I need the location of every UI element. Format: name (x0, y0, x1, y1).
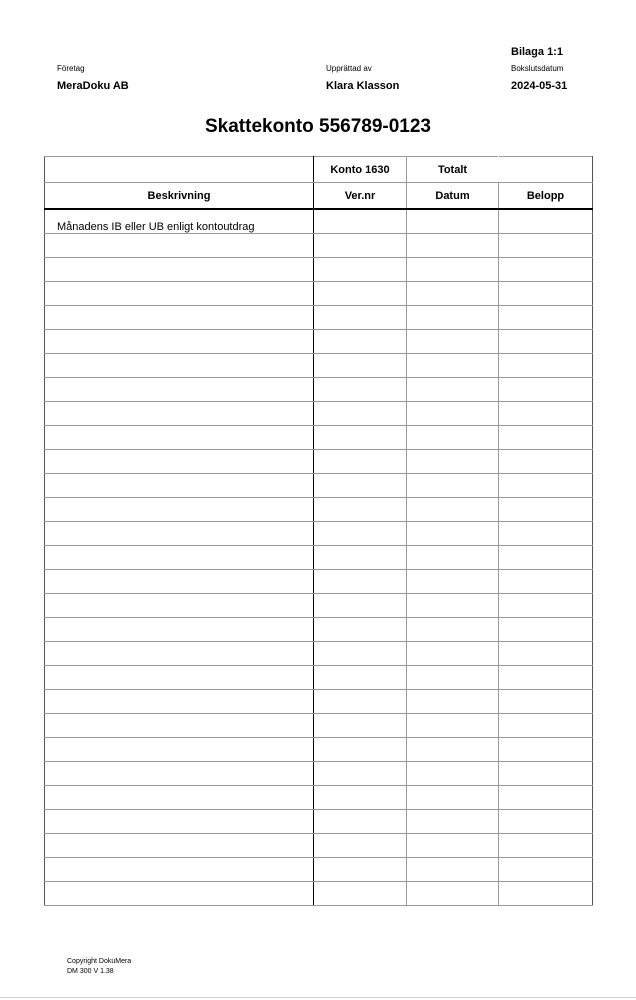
footer-copyright: Copyright DokuMera (67, 958, 132, 965)
date-cell[interactable] (407, 474, 499, 498)
column-header-amount: Belopp (499, 183, 593, 210)
voucher-cell[interactable] (314, 258, 407, 282)
amount-cell[interactable] (499, 522, 593, 546)
description-cell[interactable] (45, 258, 314, 282)
voucher-cell[interactable] (314, 882, 407, 906)
voucher-cell[interactable] (314, 642, 407, 666)
voucher-cell[interactable] (314, 306, 407, 330)
description-cell[interactable] (45, 834, 314, 858)
date-cell[interactable] (407, 762, 499, 786)
description-cell[interactable] (45, 714, 314, 738)
table-row (45, 258, 593, 282)
voucher-cell[interactable] (314, 594, 407, 618)
table-row (45, 378, 593, 402)
voucher-cell[interactable] (314, 738, 407, 762)
table-row (45, 354, 593, 378)
table-row (45, 618, 593, 642)
description-cell[interactable] (45, 810, 314, 834)
voucher-cell[interactable] (314, 666, 407, 690)
amount-cell[interactable] (499, 642, 593, 666)
amount-cell[interactable] (499, 498, 593, 522)
table-row (45, 450, 593, 474)
amount-cell[interactable] (499, 738, 593, 762)
table-row (45, 474, 593, 498)
amount-cell[interactable] (499, 306, 593, 330)
description-cell[interactable] (45, 690, 314, 714)
amount-cell[interactable] (499, 354, 593, 378)
description-cell[interactable]: Månadens IB eller UB enligt kontoutdrag (45, 209, 314, 234)
column-header-voucher: Ver.nr (314, 183, 407, 210)
description-cell[interactable] (45, 786, 314, 810)
description-cell[interactable] (45, 378, 314, 402)
voucher-cell[interactable] (314, 378, 407, 402)
date-cell[interactable] (407, 666, 499, 690)
table-row (45, 666, 593, 690)
voucher-cell[interactable] (314, 498, 407, 522)
amount-cell[interactable] (499, 474, 593, 498)
table-row (45, 594, 593, 618)
amount-cell[interactable] (499, 618, 593, 642)
amount-cell[interactable] (499, 258, 593, 282)
attachment-label: Bilaga 1:1 (511, 46, 563, 58)
description-cell[interactable] (45, 762, 314, 786)
date-cell[interactable] (407, 450, 499, 474)
voucher-cell[interactable] (314, 402, 407, 426)
voucher-cell[interactable] (314, 282, 407, 306)
total-label: Totalt (407, 157, 499, 183)
table-row (45, 546, 593, 570)
amount-cell[interactable] (499, 330, 593, 354)
closing-date-label: Bokslutsdatum (511, 64, 564, 73)
date-cell[interactable] (407, 402, 499, 426)
voucher-cell[interactable] (314, 570, 407, 594)
description-cell[interactable] (45, 642, 314, 666)
voucher-cell[interactable] (314, 354, 407, 378)
table-row (45, 426, 593, 450)
table-row (45, 498, 593, 522)
prepared-by-label: Upprättad av (326, 64, 372, 73)
page-bottom-edge (0, 997, 636, 998)
amount-cell[interactable] (499, 450, 593, 474)
date-cell[interactable] (407, 258, 499, 282)
date-cell[interactable] (407, 354, 499, 378)
amount-cell[interactable] (499, 209, 593, 234)
date-cell[interactable] (407, 546, 499, 570)
voucher-cell[interactable] (314, 546, 407, 570)
amount-cell[interactable] (499, 234, 593, 258)
company-value: MeraDoku AB (57, 80, 129, 92)
voucher-cell[interactable] (314, 810, 407, 834)
table-row (45, 714, 593, 738)
table-row (45, 738, 593, 762)
table-row (45, 209, 593, 234)
date-cell[interactable] (407, 378, 499, 402)
date-cell[interactable] (407, 810, 499, 834)
voucher-cell[interactable] (314, 522, 407, 546)
amount-cell[interactable] (499, 666, 593, 690)
description-cell[interactable] (45, 234, 314, 258)
description-cell[interactable] (45, 474, 314, 498)
voucher-cell[interactable] (314, 762, 407, 786)
amount-cell[interactable] (499, 690, 593, 714)
description-cell[interactable] (45, 570, 314, 594)
page-title: Skattekonto 556789-0123 (204, 116, 431, 137)
description-cell[interactable] (45, 666, 314, 690)
closing-date-value: 2024-05-31 (511, 80, 568, 92)
date-cell[interactable] (407, 690, 499, 714)
date-cell[interactable] (407, 738, 499, 762)
ledger-table (44, 156, 593, 906)
table-row (45, 762, 593, 786)
description-cell[interactable] (45, 546, 314, 570)
date-cell[interactable] (407, 642, 499, 666)
date-cell[interactable] (407, 570, 499, 594)
table-row (45, 234, 593, 258)
amount-cell[interactable] (499, 546, 593, 570)
amount-cell[interactable] (499, 762, 593, 786)
date-cell[interactable] (407, 786, 499, 810)
date-cell[interactable] (407, 282, 499, 306)
voucher-cell[interactable] (314, 834, 407, 858)
date-cell[interactable] (407, 306, 499, 330)
description-cell[interactable] (45, 330, 314, 354)
header-spacer-right (499, 157, 593, 183)
date-cell[interactable] (407, 330, 499, 354)
description-cell[interactable] (45, 594, 314, 618)
table-row (45, 522, 593, 546)
table-header-row-1 (45, 157, 593, 183)
amount-cell[interactable] (499, 810, 593, 834)
voucher-cell[interactable] (314, 450, 407, 474)
company-label: Företag (57, 64, 85, 73)
amount-cell[interactable] (499, 714, 593, 738)
table-row (45, 810, 593, 834)
table-row (45, 330, 593, 354)
table-row (45, 858, 593, 882)
date-cell[interactable] (407, 834, 499, 858)
table-row (45, 834, 593, 858)
voucher-cell[interactable] (314, 690, 407, 714)
column-header-date: Datum (407, 183, 499, 210)
date-cell[interactable] (407, 234, 499, 258)
amount-cell[interactable] (499, 834, 593, 858)
account-label: Konto 1630 (314, 157, 407, 183)
voucher-cell[interactable] (314, 234, 407, 258)
header-spacer (45, 157, 314, 183)
voucher-cell[interactable] (314, 786, 407, 810)
voucher-cell[interactable] (314, 858, 407, 882)
date-cell[interactable] (407, 522, 499, 546)
column-header-description: Beskrivning (45, 183, 314, 210)
table-row (45, 570, 593, 594)
amount-cell[interactable] (499, 426, 593, 450)
date-cell[interactable] (407, 618, 499, 642)
description-cell[interactable] (45, 426, 314, 450)
table-row (45, 642, 593, 666)
amount-cell[interactable] (499, 786, 593, 810)
table-row (45, 690, 593, 714)
description-cell[interactable] (45, 402, 314, 426)
table-row (45, 402, 593, 426)
date-cell[interactable] (407, 882, 499, 906)
voucher-cell[interactable] (314, 618, 407, 642)
amount-cell[interactable] (499, 570, 593, 594)
amount-cell[interactable] (499, 378, 593, 402)
date-cell[interactable] (407, 594, 499, 618)
date-cell[interactable] (407, 426, 499, 450)
voucher-cell[interactable] (314, 474, 407, 498)
description-cell[interactable] (45, 498, 314, 522)
description-cell[interactable] (45, 618, 314, 642)
amount-cell[interactable] (499, 402, 593, 426)
date-cell[interactable] (407, 498, 499, 522)
date-cell[interactable] (407, 858, 499, 882)
date-cell[interactable] (407, 209, 499, 234)
description-cell[interactable] (45, 306, 314, 330)
description-cell[interactable] (45, 282, 314, 306)
prepared-by-value: Klara Klasson (326, 80, 400, 92)
date-cell[interactable] (407, 714, 499, 738)
footer-version: DM 300 V 1.38 (67, 968, 114, 975)
description-cell[interactable] (45, 522, 314, 546)
table-row (45, 882, 593, 906)
description-cell[interactable] (45, 858, 314, 882)
amount-cell[interactable] (499, 858, 593, 882)
voucher-cell[interactable] (314, 209, 407, 234)
voucher-cell[interactable] (314, 714, 407, 738)
table-row (45, 282, 593, 306)
amount-cell[interactable] (499, 594, 593, 618)
description-cell[interactable] (45, 882, 314, 906)
description-cell[interactable] (45, 450, 314, 474)
amount-cell[interactable] (499, 282, 593, 306)
voucher-cell[interactable] (314, 330, 407, 354)
table-header-row-2 (45, 183, 593, 210)
description-cell[interactable] (45, 738, 314, 762)
table-row (45, 306, 593, 330)
description-cell[interactable] (45, 354, 314, 378)
amount-cell[interactable] (499, 882, 593, 906)
voucher-cell[interactable] (314, 426, 407, 450)
table-row (45, 786, 593, 810)
